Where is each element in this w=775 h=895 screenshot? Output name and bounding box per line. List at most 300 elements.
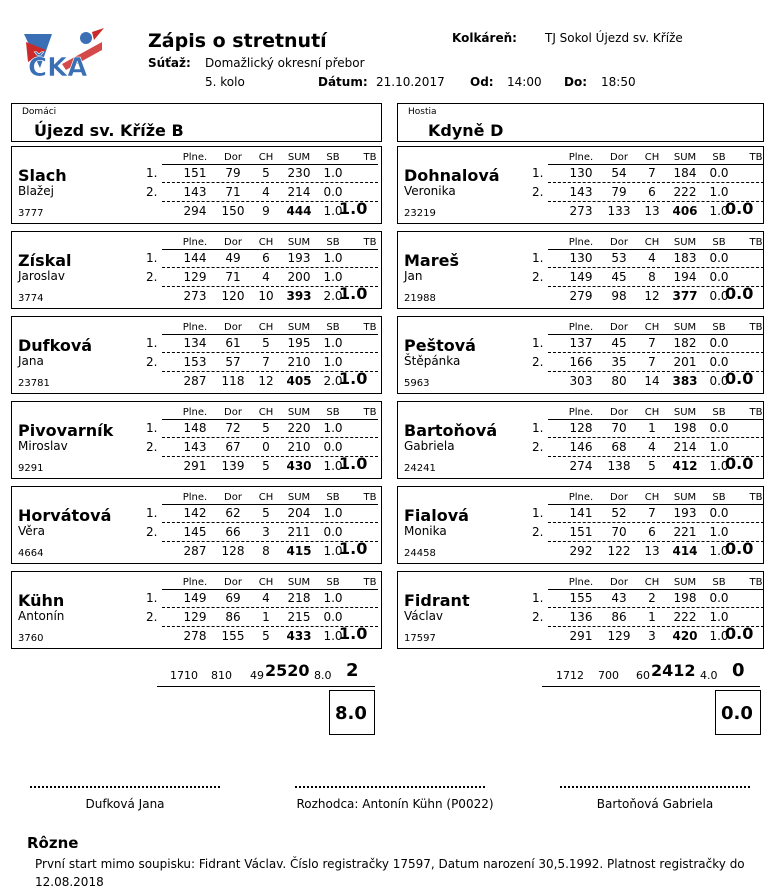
column-header: SUM [673,237,697,248]
round-value: 35 [611,355,627,369]
total-value: 139 [221,459,245,473]
header-rule [162,419,378,420]
round-value: 2 [648,591,656,605]
round-value: 153 [183,355,207,369]
round-value: 1.0 [323,506,343,520]
round-value: 57 [225,355,241,369]
round-value: 86 [225,610,241,624]
sutaz-label: Súťaž: [148,56,191,70]
row-rule [548,437,764,438]
home-score-box [329,690,375,735]
total-value: 287 [183,374,207,388]
round-value: 0 [262,440,270,454]
total-value: 294 [183,204,207,218]
column-header: CH [258,577,274,588]
column-header: SB [712,152,726,163]
round-value: 220 [287,421,311,435]
player-registration: 23219 [404,208,436,219]
home-total-ch: 49 [250,669,264,682]
round-value: 45 [611,270,627,284]
round-value: 5 [262,421,270,435]
round-value: 0.0 [323,610,343,624]
total-value: 10 [258,289,274,303]
total-value: 12 [258,374,274,388]
player-first-name: Václav [404,609,444,623]
column-header: Plne. [182,152,208,163]
column-header: SUM [287,322,311,333]
player-first-name: Jaroslav [18,269,65,283]
column-header: SB [326,237,340,248]
round-value: 143 [183,440,207,454]
player-last-name: Bartoňová [404,421,498,440]
column-header: CH [644,322,660,333]
round-value: 204 [287,506,311,520]
header-rule [548,249,764,250]
round-value: 194 [673,270,697,284]
header-rule [548,164,764,165]
column-header: Plne. [182,237,208,248]
notes-title: Rôzne [27,834,79,852]
away-total-sb: 4.0 [700,669,718,682]
row-rule [162,267,378,268]
total-value: 150 [221,204,245,218]
total-value: 377 [672,289,698,303]
player-first-name: Jan [404,269,423,283]
round-value: 0.0 [323,440,343,454]
home-player-card [11,146,382,224]
round-value: 182 [673,336,697,350]
round-number: 2. [532,525,544,539]
home-team-name: Újezd sv. Kříže B [34,121,184,140]
player-tb: 1.0 [339,369,368,388]
notes-text: První start mimo soupisku: Fidrant Václav. Číslo registračky 17597, Datum narození 30,5.1992. Platnost registračky do 12.08.2018 [35,857,745,889]
player-first-name: Blažej [18,184,54,198]
total-value: 138 [607,459,631,473]
round-value: 7 [648,336,656,350]
round-value: 61 [225,336,241,350]
round-value: 214 [287,185,311,199]
total-value: 1.0 [323,544,343,558]
round-value: 155 [569,591,593,605]
round-value: 1.0 [323,166,343,180]
total-value: 5 [262,629,270,643]
column-header: TB [363,492,377,503]
player-registration: 24458 [404,548,436,559]
total-value: 1.0 [709,204,729,218]
home-total-sb: 8.0 [314,669,332,682]
round-value: 66 [225,525,241,539]
round-value: 43 [611,591,627,605]
kolkaren-label: Kolkáreň: [452,31,517,45]
column-header: SB [712,407,726,418]
round-value: 7 [262,355,270,369]
column-header: SB [326,577,340,588]
total-value: 1.0 [709,629,729,643]
round-number: 1. [532,166,544,180]
header-rule [548,419,764,420]
column-header: Plne. [182,322,208,333]
away-score: 0.0 [721,703,753,724]
column-header: TB [363,152,377,163]
round-number: 2. [146,270,158,284]
header-rule [162,334,378,335]
column-header: TB [363,577,377,588]
round-number: 2. [146,610,158,624]
home-player-card [11,571,382,649]
column-header: SB [712,492,726,503]
row-rule [162,522,378,523]
round-value: 49 [225,251,241,265]
away-player-card [397,571,764,649]
round-value: 129 [183,270,207,284]
column-header: Dor [610,237,628,248]
end-value: 18:50 [601,75,636,89]
total-value: 279 [569,289,593,303]
column-header: CH [644,237,660,248]
round-value: 230 [287,166,311,180]
away-totals-line [542,686,760,687]
round-value: 6 [648,525,656,539]
column-header: Dor [224,152,242,163]
player-last-name: Získal [18,251,72,270]
total-value: 273 [569,204,593,218]
round-value: 1 [262,610,270,624]
round-value: 145 [183,525,207,539]
round-number: 1. [146,421,158,435]
column-header: SUM [673,322,697,333]
player-last-name: Dufková [18,336,93,355]
player-tb: 1.0 [339,624,368,643]
player-first-name: Antonín [18,609,65,623]
round-value: 53 [611,251,627,265]
column-header: Dor [224,407,242,418]
column-header: SUM [287,577,311,588]
logo-text: ČKA [28,53,88,80]
total-value: 3 [648,629,656,643]
player-registration: 9291 [18,463,44,474]
round-value: 71 [225,270,241,284]
player-registration: 17597 [404,633,436,644]
total-value: 278 [183,629,207,643]
total-value: 12 [644,289,660,303]
round-value: 148 [183,421,207,435]
round-value: 195 [287,336,311,350]
round-value: 0.0 [709,166,729,180]
round-value: 45 [611,336,627,350]
column-header: SUM [673,492,697,503]
column-header: CH [258,152,274,163]
round-value: 198 [673,421,697,435]
column-header: TB [749,322,763,333]
round-value: 0.0 [709,355,729,369]
round-value: 193 [287,251,311,265]
round-value: 70 [611,421,627,435]
total-value: 414 [672,544,698,558]
round-value: 5. kolo [205,75,245,89]
round-value: 4 [648,251,656,265]
total-value: 433 [286,629,312,643]
row-rule [162,352,378,353]
round-value: 215 [287,610,311,624]
column-header: SUM [287,492,311,503]
round-value: 184 [673,166,697,180]
row-rule [548,267,764,268]
column-header: Plne. [182,492,208,503]
home-total-tb: 2 [346,660,359,681]
player-last-name: Kühn [18,591,65,610]
player-tb: 0.0 [725,199,754,218]
away-label: Hostia [408,107,437,117]
total-value: 14 [644,374,660,388]
player-registration: 23781 [18,378,50,389]
total-value: 430 [286,459,312,473]
column-header: Dor [224,237,242,248]
home-team-box [11,103,382,142]
round-number: 2. [146,525,158,539]
column-header: SUM [673,407,697,418]
column-header: TB [363,322,377,333]
row-rule [548,607,764,608]
total-value: 9 [262,204,270,218]
player-tb: 1.0 [339,539,368,558]
round-number: 2. [532,270,544,284]
column-header: Plne. [568,237,594,248]
player-tb: 0.0 [725,624,754,643]
round-value: 7 [648,355,656,369]
column-header: Dor [610,322,628,333]
round-value: 3 [262,525,270,539]
home-label: Domáci [22,107,57,117]
round-value: 0.0 [709,336,729,350]
round-value: 211 [287,525,311,539]
total-value: 383 [672,374,698,388]
round-value: 130 [569,251,593,265]
round-value: 166 [569,355,593,369]
player-last-name: Mareš [404,251,459,270]
round-value: 0.0 [323,525,343,539]
round-value: 141 [569,506,593,520]
home-totals-line [157,686,375,687]
round-value: 8 [648,270,656,284]
column-header: SUM [287,237,311,248]
round-number: 1. [532,336,544,350]
player-first-name: Miroslav [18,439,68,453]
round-value: 214 [673,440,697,454]
total-value: 1.0 [323,204,343,218]
total-value: 13 [644,204,660,218]
total-value: 406 [672,204,698,218]
column-header: CH [644,407,660,418]
round-number: 2. [532,355,544,369]
column-header: SUM [673,577,697,588]
total-value: 420 [672,629,698,643]
player-first-name: Věra [18,524,45,538]
total-value: 0.0 [709,289,729,303]
row-rule [548,522,764,523]
round-value: 69 [225,591,241,605]
column-header: Dor [610,577,628,588]
player-registration: 21988 [404,293,436,304]
home-signature-name: Dufková Jana [85,797,165,811]
total-value: 2.0 [323,374,343,388]
page-title: Zápis o stretnutí [148,30,327,52]
kolkaren-value: TJ Sokol Újezd sv. Kříže [545,31,683,45]
player-last-name: Pivovarník [18,421,114,440]
away-player-card [397,316,764,394]
round-value: 183 [673,251,697,265]
round-number: 2. [532,185,544,199]
home-total-dor: 810 [211,669,232,682]
round-value: 210 [287,440,311,454]
round-value: 1 [648,610,656,624]
column-header: CH [644,577,660,588]
round-number: 2. [146,185,158,199]
round-value: 71 [225,185,241,199]
start-label: Od: [470,75,494,89]
away-total-dor: 700 [598,669,619,682]
date-value: 21.10.2017 [376,75,445,89]
round-value: 1.0 [323,421,343,435]
round-value: 146 [569,440,593,454]
round-value: 0.0 [323,185,343,199]
column-header: SB [712,237,726,248]
player-last-name: Fidrant [404,591,470,610]
round-value: 54 [611,166,627,180]
column-header: TB [749,237,763,248]
home-player-card [11,486,382,564]
total-value: 405 [286,374,312,388]
total-value: 291 [183,459,207,473]
column-header: SUM [673,152,697,163]
round-value: 1.0 [709,185,729,199]
header-rule [162,589,378,590]
round-value: 1.0 [323,355,343,369]
round-value: 149 [183,591,207,605]
column-header: Dor [610,152,628,163]
player-last-name: Fialová [404,506,469,525]
player-tb: 0.0 [725,539,754,558]
round-value: 1.0 [323,336,343,350]
column-header: Plne. [568,577,594,588]
column-header: CH [258,237,274,248]
round-value: 1.0 [709,440,729,454]
column-header: Dor [610,407,628,418]
column-header: CH [258,407,274,418]
player-first-name: Veronika [404,184,456,198]
round-value: 1.0 [709,610,729,624]
round-value: 137 [569,336,593,350]
column-header: TB [363,237,377,248]
round-value: 79 [611,185,627,199]
total-value: 1.0 [323,629,343,643]
header-rule [548,589,764,590]
column-header: TB [749,407,763,418]
round-value: 72 [225,421,241,435]
column-header: CH [644,492,660,503]
round-value: 128 [569,421,593,435]
column-header: SUM [287,407,311,418]
total-value: 133 [607,204,631,218]
round-number: 2. [146,355,158,369]
total-value: 1.0 [709,459,729,473]
column-header: SB [712,322,726,333]
referee-signature-name: Rozhodca: Antonín Kühn (P0022) [296,797,494,811]
column-header: Dor [224,577,242,588]
player-tb: 0.0 [725,284,754,303]
home-total-plne: 1710 [170,669,198,682]
column-header: Plne. [568,492,594,503]
round-value: 210 [287,355,311,369]
round-value: 1 [648,421,656,435]
column-header: Plne. [182,577,208,588]
header-rule [162,504,378,505]
total-value: 292 [569,544,593,558]
round-value: 130 [569,166,593,180]
away-total-ch: 60 [636,669,650,682]
total-value: 5 [648,459,656,473]
round-value: 6 [648,185,656,199]
player-last-name: Peštová [404,336,476,355]
round-value: 143 [183,185,207,199]
player-first-name: Gabriela [404,439,455,453]
round-value: 143 [569,185,593,199]
round-value: 218 [287,591,311,605]
round-value: 193 [673,506,697,520]
home-total-sum: 2520 [265,661,310,680]
column-header: Plne. [182,407,208,418]
away-player-card [397,486,764,564]
round-value: 70 [611,525,627,539]
round-number: 1. [146,251,158,265]
total-value: 122 [607,544,631,558]
round-value: 52 [611,506,627,520]
round-value: 1.0 [323,251,343,265]
total-value: 273 [183,289,207,303]
round-value: 7 [648,166,656,180]
total-value: 291 [569,629,593,643]
column-header: SB [326,407,340,418]
column-header: CH [258,492,274,503]
round-value: 68 [611,440,627,454]
round-value: 151 [569,525,593,539]
round-value: 221 [673,525,697,539]
row-rule [162,182,378,183]
total-value: 412 [672,459,698,473]
round-value: 144 [183,251,207,265]
home-score: 8.0 [335,703,367,724]
round-number: 2. [146,440,158,454]
player-last-name: Dohnalová [404,166,500,185]
round-value: 200 [287,270,311,284]
total-value: 274 [569,459,593,473]
away-player-card [397,401,764,479]
away-signature-line [560,786,750,788]
end-label: Do: [564,75,588,89]
round-number: 1. [532,421,544,435]
round-value: 79 [225,166,241,180]
round-value: 0.0 [709,421,729,435]
total-value: 8 [262,544,270,558]
player-first-name: Štěpánka [404,354,461,368]
player-tb: 1.0 [339,454,368,473]
round-value: 201 [673,355,697,369]
round-value: 5 [262,506,270,520]
total-value: 415 [286,544,312,558]
round-value: 151 [183,166,207,180]
round-value: 149 [569,270,593,284]
player-registration: 24241 [404,463,436,474]
column-header: TB [749,577,763,588]
